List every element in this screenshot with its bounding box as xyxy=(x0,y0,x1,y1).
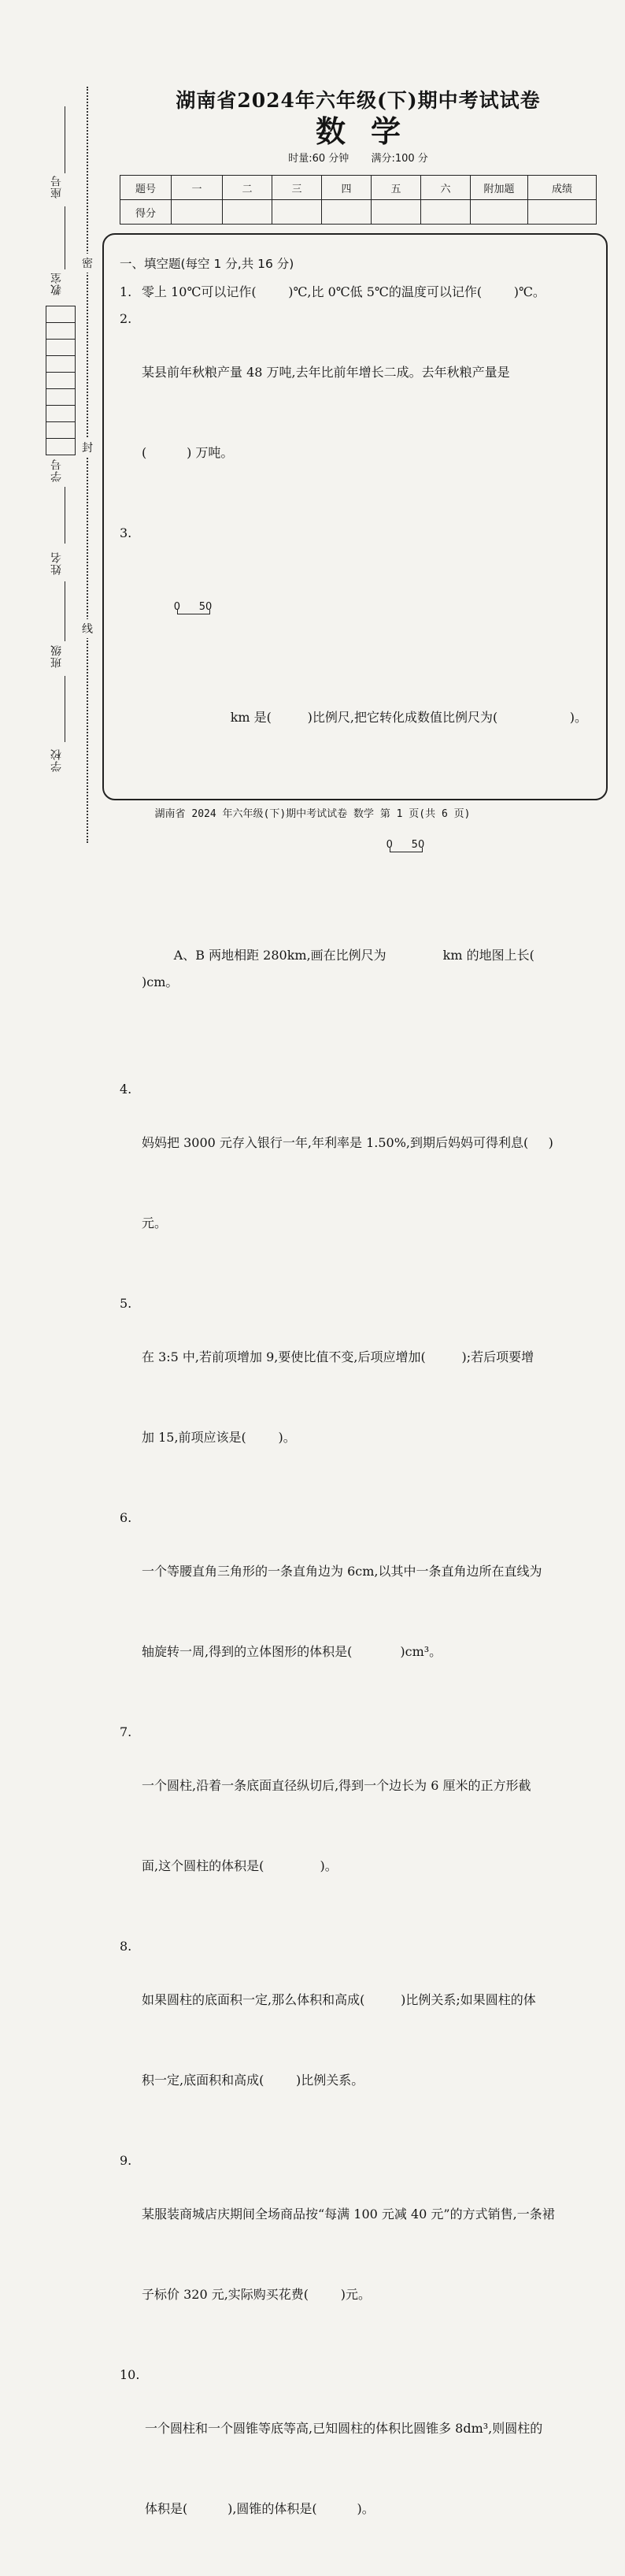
seal-char-mi: 密 xyxy=(82,254,93,273)
question-number: 6. xyxy=(120,1510,132,1525)
question-text: 妈妈把 3000 元存入银行一年,年利率是 1.50%,到期后妈妈可得利息( ) xyxy=(142,1135,553,1150)
question-text: km 的地图上长( )cm。 xyxy=(142,948,571,989)
subject-title: 数学 xyxy=(315,113,426,149)
score-col-3: 三 xyxy=(272,176,322,200)
question-text: 子标价 320 元,实际购买花费( )元。 xyxy=(142,2287,371,2302)
score-cell[interactable] xyxy=(322,200,372,225)
score-cell[interactable] xyxy=(372,200,421,225)
question-text: 体积是( ),圆锥的体积是( )。 xyxy=(145,2501,375,2516)
binding-sidebar xyxy=(0,0,102,885)
exam-title: 湖南省2024年六年级(下)期中考试试卷 xyxy=(176,89,541,112)
question-7 xyxy=(120,1719,600,1933)
score-col-4: 四 xyxy=(322,176,372,200)
question-8 xyxy=(120,1933,600,2147)
question-number: 10. xyxy=(120,2367,140,2382)
score-cell[interactable] xyxy=(528,200,597,225)
question-number: 1. xyxy=(120,284,132,299)
score-table-header-row xyxy=(120,176,597,200)
question-number: 2. xyxy=(120,311,132,326)
question-1 xyxy=(120,279,600,306)
question-text: 加 15,前项应该是( )。 xyxy=(142,1430,296,1445)
student-id-label: 学号 xyxy=(50,458,63,482)
student-id-grid xyxy=(46,306,76,455)
question-text: 在 3:5 中,若前项增加 9,要使比值不变,后项应增加( );若后项要增 xyxy=(142,1349,534,1364)
seal-char-feng: 封 xyxy=(82,438,93,457)
score-cell[interactable] xyxy=(421,200,471,225)
score-row-label-score: 得分 xyxy=(120,200,172,225)
time-info xyxy=(118,150,598,165)
scale-zero: 0 xyxy=(173,601,180,613)
question-text: 轴旋转一周,得到的立体图形的体积是( )cm³。 xyxy=(142,1644,442,1659)
question-9 xyxy=(120,2147,600,2362)
question-text: 一个圆柱,沿着一条底面直径纵切后,得到一个边长为 6 厘米的正方形截 xyxy=(142,1778,531,1793)
question-text: 元。 xyxy=(142,1216,168,1230)
scale-zero: 0 xyxy=(386,839,393,851)
school-label: 学校 xyxy=(50,748,63,772)
line-scale-diagram xyxy=(386,838,443,854)
question-text: A、B 两地相距 280km,画在比例尺为 xyxy=(173,948,386,963)
scale-fifty: 50 xyxy=(411,839,425,851)
question-10 xyxy=(120,2362,600,2576)
question-text: 某服装商城店庆期间全场商品按“每满 100 元减 40 元”的方式销售,一条裙 xyxy=(142,2207,555,2222)
scale-fifty: 50 xyxy=(198,601,213,613)
question-text: 零上 10℃可以记作( )℃,比 0℃低 5℃的温度可以记作( )℃。 xyxy=(142,284,545,299)
question-text: 某县前年秋粮产量 48 万吨,去年比前年增长二成。去年秋粮产量是 xyxy=(142,365,510,380)
score-col-total: 成绩 xyxy=(528,176,597,200)
section-fill-in xyxy=(120,251,600,2576)
question-number: 4. xyxy=(120,1082,132,1097)
line-scale-diagram xyxy=(174,600,231,616)
score-cell[interactable] xyxy=(223,200,272,225)
question-text: ( ) 万吨。 xyxy=(142,445,234,460)
question-4 xyxy=(120,1076,600,1290)
section-title: 一、填空题(每空 1 分,共 16 分) xyxy=(120,257,294,271)
question-text: 一个圆柱和一个圆锥等底等高,已知圆柱的体积比圆锥多 8dm³,则圆柱的 xyxy=(145,2421,543,2436)
question-number: 5. xyxy=(120,1296,132,1311)
question-3 xyxy=(120,520,600,1076)
class-label: 班级 xyxy=(50,644,63,668)
score-row-label-number: 题号 xyxy=(120,176,172,200)
score-col-2: 二 xyxy=(223,176,272,200)
time-limit: 时量:60 分钟 xyxy=(288,153,349,165)
question-6 xyxy=(120,1505,600,1719)
score-col-1: 一 xyxy=(172,176,223,200)
classroom-label: 教室 xyxy=(50,272,63,295)
score-cell[interactable] xyxy=(172,200,223,225)
score-cell[interactable] xyxy=(272,200,322,225)
question-text: km 是( )比例尺,把它转化成数值比例尺为( )。 xyxy=(230,710,588,725)
score-cell[interactable] xyxy=(471,200,528,225)
score-col-bonus: 附加题 xyxy=(471,176,528,200)
seat-label: 座号 xyxy=(50,175,63,199)
score-col-5: 五 xyxy=(372,176,421,200)
question-5 xyxy=(120,1290,600,1505)
question-number: 8. xyxy=(120,1939,132,1954)
exam-header xyxy=(118,85,598,165)
question-text: 一个等腰直角三角形的一条直角边为 6cm,以其中一条直角边所在直线为 xyxy=(142,1564,542,1579)
question-text: 面,这个圆柱的体积是( )。 xyxy=(142,1858,338,1873)
page-footer: 湖南省 2024 年六年级(下)期中考试试卷 数学 第 1 页(共 6 页) xyxy=(154,808,471,820)
seal-char-xian: 线 xyxy=(82,619,93,638)
question-2 xyxy=(120,306,600,520)
score-col-6: 六 xyxy=(421,176,471,200)
score-table xyxy=(120,175,597,225)
seal-dotted-line xyxy=(87,87,88,843)
question-text: 积一定,底面积和高成( )比例关系。 xyxy=(142,2073,364,2088)
question-number: 7. xyxy=(120,1724,132,1739)
score-table-score-row xyxy=(120,200,597,225)
question-number: 3. xyxy=(120,525,132,540)
question-number: 9. xyxy=(120,2153,132,2168)
full-score: 满分:100 分 xyxy=(371,153,428,165)
question-text: 如果圆柱的底面积一定,那么体积和高成( )比例关系;如果圆柱的体 xyxy=(142,1992,536,2007)
name-label: 姓名 xyxy=(50,551,63,575)
